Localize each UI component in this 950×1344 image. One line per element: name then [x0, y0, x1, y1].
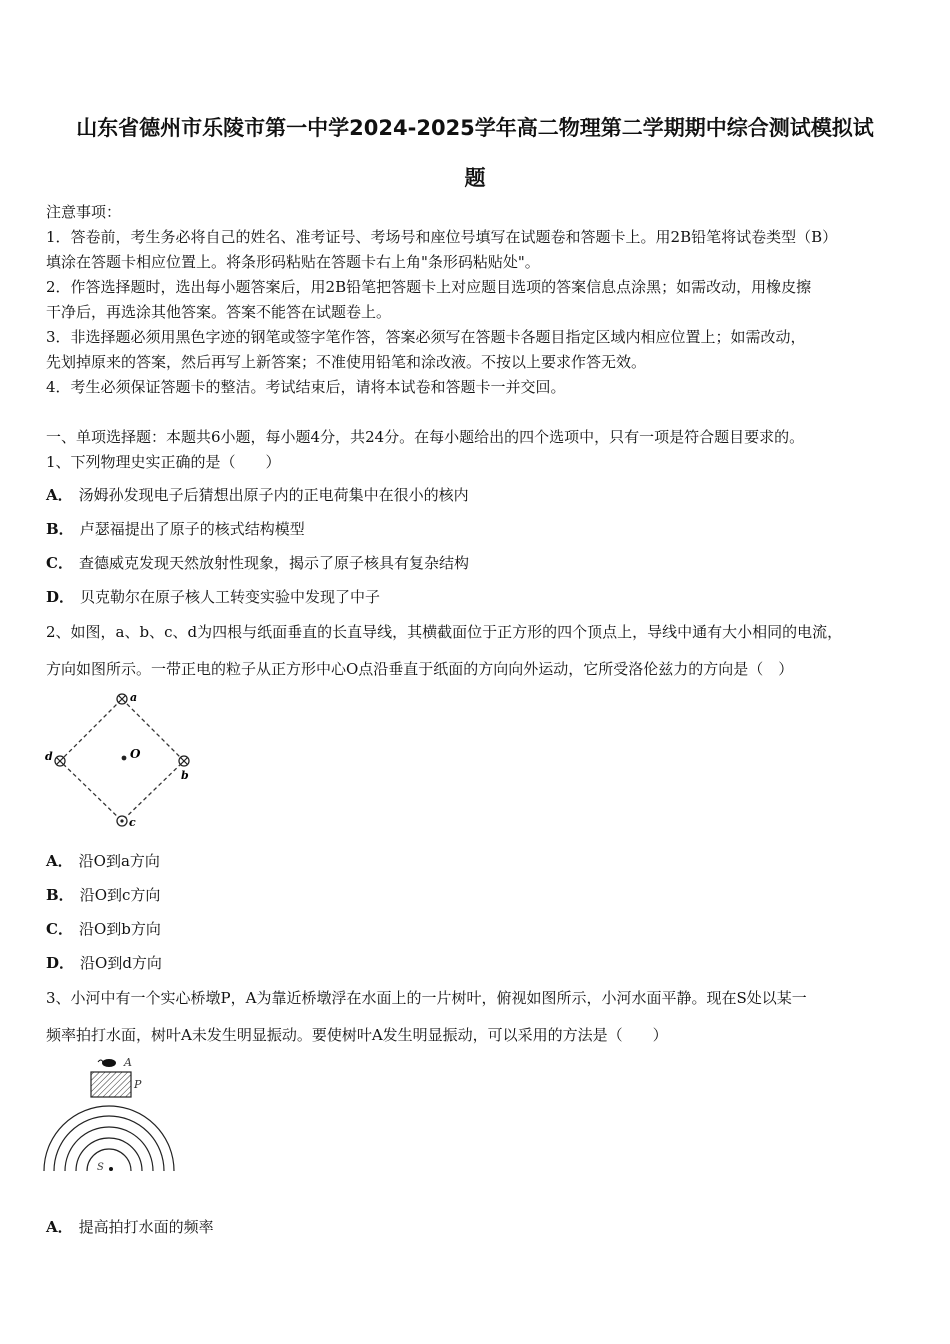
center-point-o — [122, 756, 127, 761]
question-1-option-b: B． 卢瑟福提出了原子的核式结构模型 — [46, 520, 305, 538]
label-c: c — [129, 816, 136, 829]
notice-line: 4．考生必须保证答题卡的整洁。考试结束后，请将本试卷和答题卡一并交回。 — [46, 378, 566, 396]
notice-line: 1．答卷前，考生务必将自己的姓名、准考证号、考场号和座位号填写在试题卷和答题卡上。用2B铅笔将试卷类型（B） — [46, 228, 838, 246]
bridge-pier-wave-figure — [40, 1052, 190, 1177]
question-2-stem-continued: 方向如图所示。一带正电的粒子从正方形中心O点沿垂直于纸面的方向向外运动，它所受洛伦兹力的方向是（ ） — [46, 660, 794, 678]
bridge-pier — [91, 1072, 131, 1097]
label-d: d — [45, 750, 53, 763]
question-2-option-a: A． 沿O到a方向 — [46, 852, 160, 870]
wire-a-into-page-icon — [117, 694, 127, 704]
question-3-stem: 3、小河中有一个实心桥墩P，A为靠近桥墩浮在水面上的一片树叶，俯视如图所示，小河水面平静。现在S处以某一 — [46, 989, 807, 1007]
question-1-option-c: C． 查德威克发现天然放射性现象，揭示了原子核具有复杂结构 — [46, 554, 469, 572]
source-point-s — [109, 1167, 113, 1171]
question-2-option-d: D． 沿O到d方向 — [46, 954, 162, 972]
exam-title: 山东省德州市乐陵市第一中学2024-2025学年高二物理第二学期期中综合测试模拟试 — [76, 116, 874, 140]
notice-line: 填涂在答题卡相应位置上。将条形码粘贴在答题卡右上角"条形码粘贴处"。 — [46, 253, 540, 271]
notice-heading: 注意事项： — [46, 203, 122, 221]
question-3-option-a: A． 提高拍打水面的频率 — [46, 1218, 214, 1236]
question-2-stem: 2、如图，a、b、c、d为四根与纸面垂直的长直导线，其横截面位于正方形的四个顶点上，导线中通有大小相同的电流， — [46, 623, 843, 641]
question-2-option-c: C． 沿O到b方向 — [46, 920, 161, 938]
label-o: O — [130, 747, 141, 761]
question-1-stem: 1、下列物理史实正确的是（ ） — [46, 453, 281, 471]
notice-line: 2．作答选择题时，选出每小题答案后，用2B铅笔把答题卡上对应题目选项的答案信息点涂黑；如需改动，用橡皮擦 — [46, 278, 812, 296]
question-1-option-a: A． 汤姆孙发现电子后猜想出原子内的正电荷集中在很小的核内 — [46, 486, 469, 504]
exam-title-continued: 题 — [464, 166, 486, 190]
label-pier-p: P — [134, 1078, 142, 1091]
section-heading: 一、单项选择题：本题共6小题，每小题4分，共24分。在每小题给出的四个选项中，只有一项是符合题目要求的。 — [46, 428, 805, 446]
notice-line: 先划掉原来的答案，然后再写上新答案；不准使用铅笔和涂改液。不按以上要求作答无效。 — [46, 353, 647, 371]
leaf-icon — [102, 1059, 116, 1067]
label-source-s: S — [97, 1162, 104, 1173]
wire-c-out-of-page-icon — [117, 816, 127, 826]
label-b: b — [181, 769, 189, 782]
square-wires-figure — [40, 688, 200, 830]
wire-b-into-page-icon — [179, 756, 189, 766]
wire-d-into-page-icon — [55, 756, 65, 766]
notice-line: 3．非选择题必须用黑色字迹的钢笔或签字笔作答，答案必须写在答题卡各题目指定区域内相应位置上；如需改动， — [46, 328, 806, 346]
label-leaf-a: A — [124, 1056, 132, 1069]
question-3-stem-continued: 频率拍打水面，树叶A未发生明显振动。要使树叶A发生明显振动，可以采用的方法是（ ） — [46, 1026, 668, 1044]
question-2-option-b: B． 沿O到c方向 — [46, 886, 161, 904]
label-a: a — [130, 691, 138, 704]
question-1-option-d: D． 贝克勒尔在原子核人工转变实验中发现了中子 — [46, 588, 381, 606]
notice-line: 干净后，再选涂其他答案。答案不能答在试题卷上。 — [46, 303, 392, 321]
